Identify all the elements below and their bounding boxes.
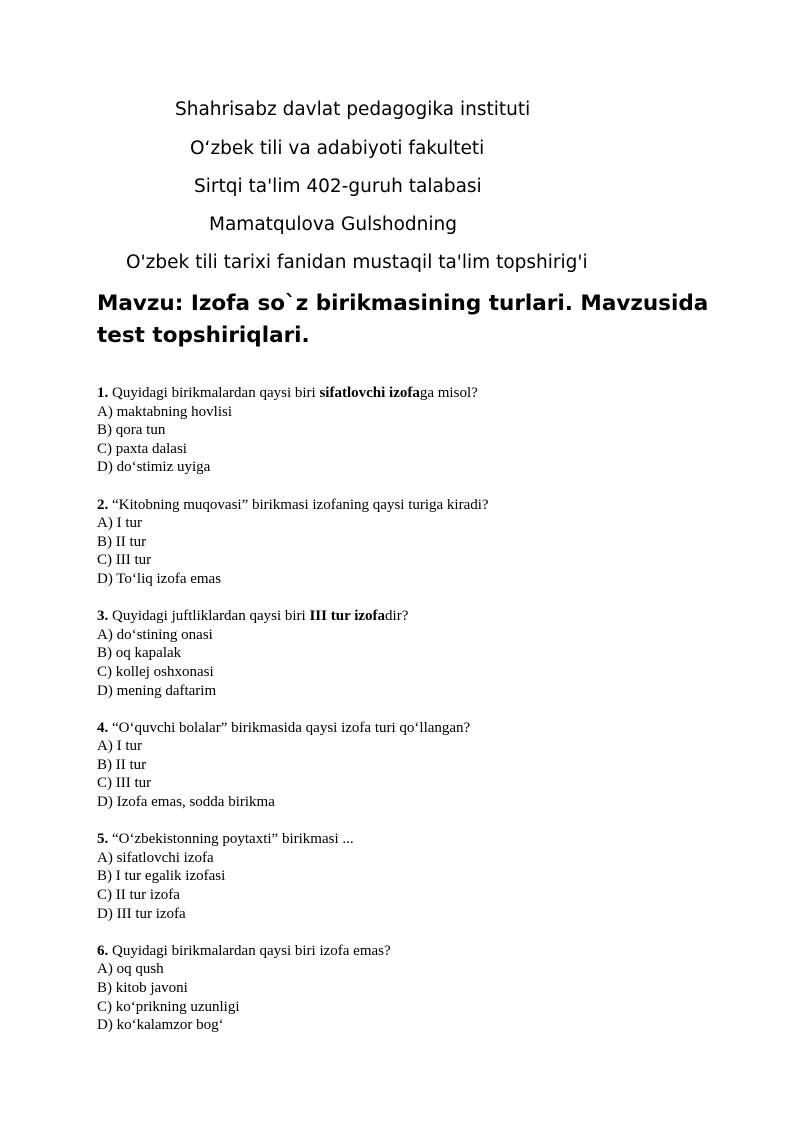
question-bold-term: sifatlovchi izofa [319, 385, 420, 401]
question-text [97, 496, 737, 515]
option-c: C) III tur [97, 775, 152, 792]
option-b: B) kitob javoni [97, 980, 188, 996]
option-d: D) ko‘kalamzor bog‘ [97, 1017, 224, 1034]
faculty-name: O‘zbek tili va adabiyoti fakulteti [190, 138, 485, 159]
question-text [97, 384, 737, 403]
option-a: A) maktabning hovlisi [97, 403, 232, 420]
question-text-part: Quyidagi birikmalardan qaysi biri izofa emas? [108, 942, 391, 959]
question-text [97, 942, 737, 961]
question-number: 1. [97, 385, 109, 401]
option-b: B) II tur [97, 533, 147, 550]
option-c: C) paxta dalasi [97, 440, 187, 457]
option-b: B) I tur egalik izofasi [97, 868, 226, 885]
student-group: Sirtqi ta'lim 402-guruh talabasi [194, 176, 482, 197]
question-2 [97, 496, 737, 589]
question-5 [97, 830, 737, 923]
topic-heading: Mavzu: Izofa so`z birikmasining turlari. Mavzusida test topshiriqlari. [97, 291, 709, 348]
option-d: D) Izofa emas, sodda birikma [97, 794, 275, 811]
question-text-part: ga misol? [419, 385, 478, 401]
question-text-part: Quyidagi birikmalardan qaysi biri [108, 385, 320, 401]
option-c: C) kollej oshxonasi [97, 663, 214, 680]
question-text-part: “O‘zbekistonning poytaxti” birikmasi ... [108, 831, 354, 848]
option-a: A) oq qush [97, 961, 164, 978]
question-list [97, 384, 737, 1053]
assignment-title: O'zbek tili tarixi fanidan mustaqil ta'lim topshirig'i [126, 252, 588, 273]
question-bold-term: III tur izofa [309, 608, 386, 625]
option-c: C) ko‘prikning uzunligi [97, 998, 240, 1015]
question-6 [97, 942, 737, 1035]
question-number: 5. [97, 831, 109, 848]
option-a: A) sifatlovchi izofa [97, 849, 214, 866]
question-number: 4. [97, 719, 109, 736]
option-b: B) II tur [97, 756, 147, 773]
question-1 [97, 384, 737, 477]
option-d: D) do‘stimiz uyiga [97, 459, 211, 476]
question-text [97, 607, 737, 626]
option-c: C) III tur [97, 552, 152, 569]
option-a: A) I tur [97, 515, 142, 532]
question-text-part: “Kitobning muqovasi” birikmasi izofaning qaysi turiga kiradi? [108, 496, 489, 513]
question-number: 3. [97, 608, 109, 625]
question-text [97, 830, 737, 849]
option-d: D) mening daftarim [97, 682, 217, 699]
question-text-part: dir? [385, 608, 409, 625]
question-text-part: “O‘quvchi bolalar” birikmasida qaysi izofa turi qo‘llangan? [108, 719, 471, 736]
question-4 [97, 719, 737, 812]
option-d: D) III tur izofa [97, 905, 186, 922]
institute-name: Shahrisabz davlat pedagogika instituti [175, 99, 531, 120]
option-d: D) To‘liq izofa emas [97, 570, 222, 587]
option-b: B) oq kapalak [97, 645, 182, 662]
question-3 [97, 607, 737, 700]
question-text-part: Quyidagi juftliklardan qaysi biri [108, 608, 310, 625]
student-name: Mamatqulova Gulshodning [209, 214, 457, 235]
option-a: A) do‘stining onasi [97, 626, 213, 643]
question-text [97, 719, 737, 738]
option-a: A) I tur [97, 738, 142, 755]
option-b: B) qora tun [97, 422, 166, 439]
question-number: 2. [97, 496, 109, 513]
option-c: C) II tur izofa [97, 887, 180, 904]
question-number: 6. [97, 942, 109, 959]
